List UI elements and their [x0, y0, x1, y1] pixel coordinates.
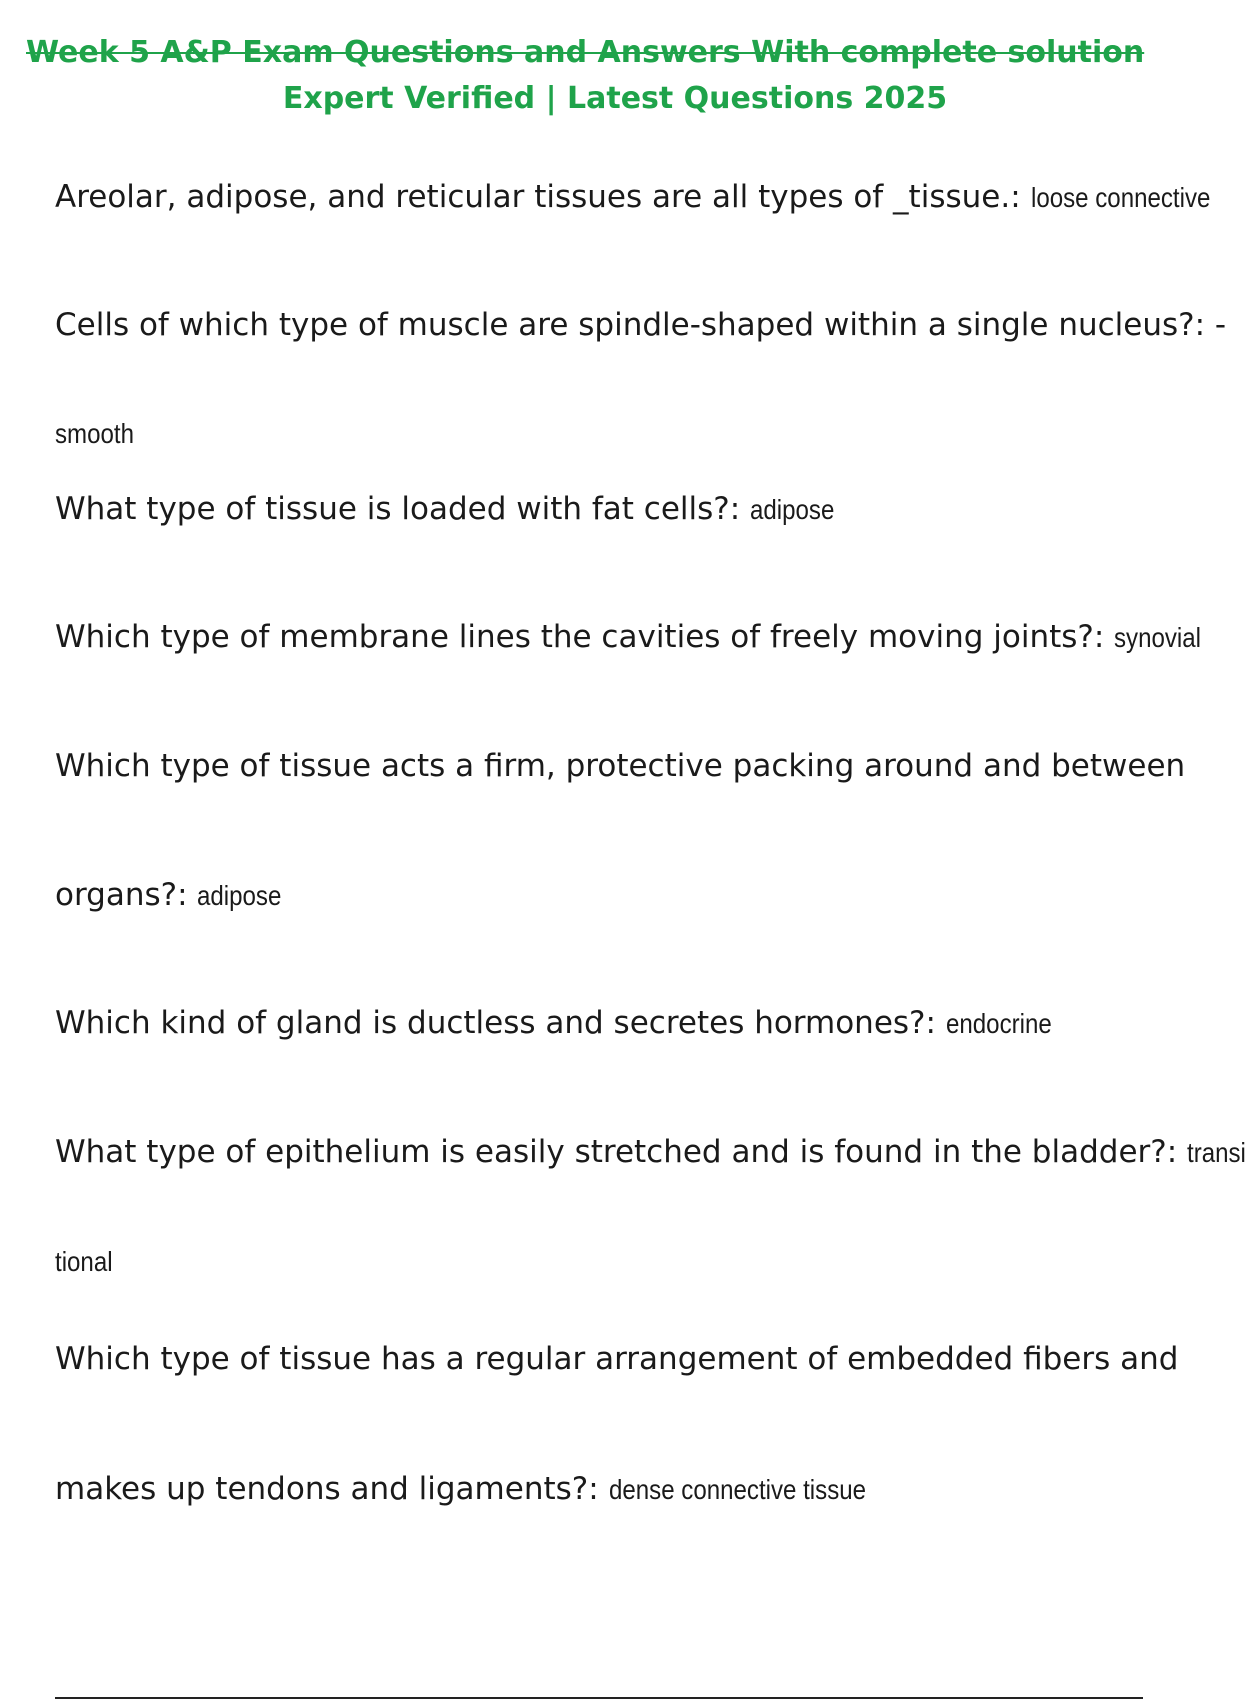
- qa-item-3: [55, 491, 848, 527]
- question-2: Cells of which type of muscle are spindle-shaped within a single nucleus?: -: [55, 307, 1227, 343]
- qa-item-5: [55, 748, 1186, 784]
- answer-8: dense connective tissue: [608, 1474, 866, 1505]
- question-7: What type of epithelium is easily stretched and is found in the bladder?:: [55, 1134, 1178, 1170]
- answer-4: synovial: [1114, 622, 1202, 653]
- answer-7-start: transi: [1187, 1137, 1246, 1168]
- question-1: Areolar, adipose, and reticular tissues are all types of _tissue.:: [55, 179, 1021, 215]
- qa-item-2-answer-line: [55, 418, 147, 449]
- answer-1: loose connective: [1030, 182, 1210, 213]
- question-6: Which kind of gland is ductless and secretes hormones?:: [55, 1005, 936, 1041]
- qa-item-8: [55, 1341, 1179, 1377]
- answer-6: endocrine: [945, 1008, 1052, 1039]
- question-4: Which type of membrane lines the cavities of freely moving joints?:: [55, 619, 1105, 655]
- answer-2: smooth: [55, 418, 134, 449]
- qa-item-7: [55, 1134, 1256, 1170]
- qa-item-6: [55, 1005, 1069, 1041]
- answer-5: adipose: [197, 880, 282, 911]
- question-5: Which type of tissue acts a firm, protective packing around and between: [55, 748, 1186, 784]
- question-5-continued: organs?:: [55, 877, 188, 913]
- qa-item-1: [55, 179, 1239, 215]
- qa-item-8-continued: [55, 1471, 907, 1507]
- qa-item-7-answer-line: [55, 1246, 122, 1277]
- qa-item-2: [55, 307, 1227, 343]
- question-8: Which type of tissue has a regular arrangement of embedded fibers and: [55, 1341, 1179, 1377]
- qa-item-5-continued: [55, 877, 296, 913]
- question-3: What type of tissue is loaded with fat cells?:: [55, 491, 741, 527]
- question-8-continued: makes up tendons and ligaments?:: [55, 1471, 599, 1507]
- answer-3: adipose: [750, 494, 835, 525]
- qa-item-4: [55, 619, 1215, 655]
- document-title: Week 5 A&P Exam Questions and Answers With complete solution: [26, 35, 1145, 70]
- answer-7-end: tional: [55, 1246, 113, 1277]
- footer-divider: [55, 1697, 1143, 1699]
- document-subtitle: Expert Verified | Latest Questions 2025: [282, 81, 948, 116]
